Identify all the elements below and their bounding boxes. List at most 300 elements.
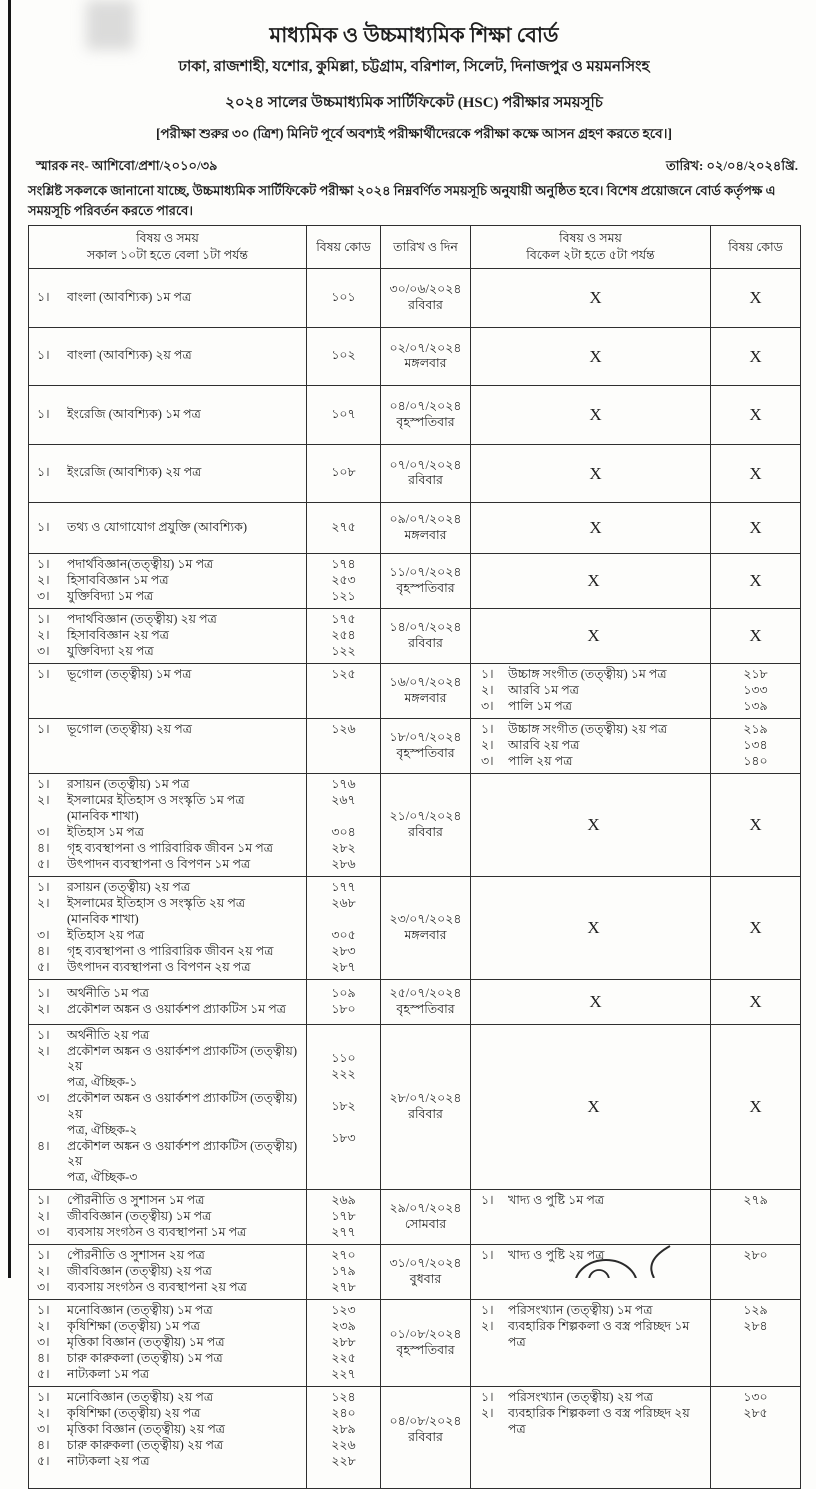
table-row: [29, 608, 801, 663]
serial-number: ২।: [37, 1264, 50, 1278]
date-line: রবিবার: [408, 297, 443, 312]
morning-subjects-cell: [29, 1024, 307, 1190]
morning-subjects-cell: [29, 327, 307, 386]
date-line: রবিবার: [408, 824, 443, 839]
serial-number: ৪।: [37, 1438, 50, 1452]
morning-codes-cell: [307, 269, 381, 328]
date-day-cell: [381, 444, 471, 503]
serial-number: ১।: [37, 721, 50, 736]
afternoon-subjects-cell: [471, 1190, 711, 1245]
serial-number: ৩।: [37, 927, 50, 942]
no-exam-x-mark: X: [711, 269, 801, 328]
subject-name: তথ্য ও যোগাযোগ প্রযুক্তি (আবশ্যিক): [67, 519, 248, 534]
date-line: মঙ্গলবার: [404, 527, 447, 542]
serial-number: ১।: [37, 289, 50, 304]
table-row: [29, 553, 801, 608]
subject-name: পত্র, ঐচ্ছিক-২: [67, 1122, 138, 1137]
subject-code: ১৭৮: [331, 1209, 356, 1223]
afternoon-codes-cell: [711, 1300, 801, 1387]
subject-name: চারু কারুকলা (তত্ত্বীয়) ১ম পত্র: [67, 1351, 223, 1365]
subject-name: ইতিহাস ১ম পত্র: [67, 824, 144, 839]
serial-number: ২।: [37, 572, 50, 587]
table-row: [29, 1190, 801, 1245]
morning-subjects-cell: [29, 1245, 307, 1300]
morning-subjects-cell: [29, 663, 307, 718]
subject-name: ব্যবহারিক শিল্পকলা ও বস্ত্র পরিচ্ছদ ১ম পত্র: [508, 1319, 690, 1349]
date-line: বৃহস্পতিবার: [396, 1001, 455, 1016]
serial-number: ৩।: [37, 1280, 50, 1294]
subject-code: ১৮৩: [331, 1130, 356, 1145]
table-row: [29, 979, 801, 1024]
serial-number: ১।: [37, 1248, 50, 1262]
date-line: ২১/০৭/২০২৪: [389, 808, 462, 823]
morning-codes-cell: [307, 1387, 381, 1489]
serial-number: ২।: [37, 895, 50, 910]
subject-code: ১৮২: [331, 1098, 356, 1113]
subject-code: ১৭৯: [331, 1264, 356, 1278]
morning-subjects-cell: [29, 503, 307, 554]
serial-number: ৩।: [37, 1091, 50, 1105]
serial-number: ১।: [37, 1390, 50, 1404]
subject-code: ১২৩: [331, 1303, 356, 1317]
subject-code: ১০১: [331, 289, 356, 304]
date-line: রবিবার: [408, 635, 443, 650]
serial-number: ১।: [481, 1193, 494, 1207]
subject-code: ২৬৮: [331, 895, 356, 910]
serial-number: ৩।: [481, 753, 494, 768]
subject-code: ২৭৮: [331, 1280, 356, 1294]
serial-number: ১।: [37, 666, 50, 681]
subject-name: জীববিজ্ঞান (তত্ত্বীয়) ২য় পত্র: [67, 1264, 212, 1278]
subject-code: ১০৮: [331, 465, 356, 480]
table-body: [29, 269, 801, 1489]
subject-name: কৃষিশিক্ষা (তত্ত্বীয়) ২য় পত্র: [67, 1406, 201, 1420]
subject-name: খাদ্য ও পুষ্টি ২য় পত্র: [508, 1248, 605, 1262]
date-line: ২৫/০৭/২০২৪: [389, 985, 462, 1000]
memo-date-row: [28, 157, 800, 178]
morning-subjects-cell: [29, 269, 307, 328]
subject-code: ২১৮: [743, 666, 768, 681]
subject-name: ইসলামের ইতিহাস ও সংস্কৃতি ১ম পত্র: [67, 792, 245, 807]
subject-name: হিসাববিজ্ঞান ১ম পত্র: [67, 572, 169, 587]
date-day-cell: [381, 386, 471, 445]
subject-code: ১৮০: [331, 1001, 356, 1016]
subject-name: নাট্যকলা ২য় পত্র: [67, 1454, 150, 1468]
date-line: মঙ্গলবার: [404, 356, 447, 371]
date-line: ৩১/০৭/২০২৪: [389, 1256, 462, 1271]
afternoon-codes-cell: [711, 1245, 801, 1300]
subject-name: পৌরনীতি ও সুশাসন ১ম পত্র: [67, 1193, 205, 1207]
date-day-cell: [381, 1300, 471, 1387]
no-exam-x-mark: X: [711, 773, 801, 876]
subject-code: ২৮৩: [331, 943, 356, 958]
subject-code: ১৪০: [743, 753, 768, 768]
serial-number: ৩।: [37, 1225, 50, 1239]
subject-name: মৃত্তিকা বিজ্ঞান (তত্ত্বীয়) ১ম পত্র: [67, 1335, 225, 1349]
date-line: ১৬/০৭/২০২৪: [389, 674, 462, 689]
serial-number: ১।: [37, 406, 50, 421]
serial-number: ৫।: [37, 856, 50, 871]
subject-code: ১৩০: [743, 1390, 768, 1404]
subject-name: ইংরেজি (আবশ্যিক) ১ম পত্র: [67, 406, 201, 421]
subject-code: ১২১: [331, 588, 356, 603]
subject-code: ৩০৪: [331, 824, 356, 839]
subject-code: ১৭৫: [331, 611, 356, 626]
header-afternoon-subject: [471, 226, 711, 269]
afternoon-codes-cell: [711, 1190, 801, 1245]
morning-subjects-cell: [29, 1190, 307, 1245]
serial-number: ৩।: [481, 698, 494, 713]
no-exam-x-mark: X: [711, 1024, 801, 1190]
morning-subjects-cell: [29, 1300, 307, 1387]
subject-code: ১৭৬: [331, 776, 356, 791]
subject-code: ১২৬: [331, 721, 356, 736]
subject-name: কৃষিশিক্ষা (তত্ত্বীয়) ১ম পত্র: [67, 1319, 200, 1333]
subject-code: ২৮৪: [743, 1319, 768, 1333]
serial-number: ১।: [481, 1390, 494, 1404]
date-line: ১৮/০৭/২০২৪: [389, 729, 462, 744]
serial-number: ৩।: [37, 1335, 50, 1349]
serial-number: ১।: [37, 465, 50, 480]
subject-name: (মানবিক শাখা): [67, 808, 139, 823]
morning-codes-cell: [307, 876, 381, 979]
morning-subjects-cell: [29, 386, 307, 445]
scan-edge-artifact: [8, 0, 11, 1278]
serial-number: ১।: [37, 1303, 50, 1317]
subject-name: প্রকৌশল অঙ্কন ও ওয়ার্কশপ প্র্যাকটিস (তত্ত্বীয়) ২য়: [67, 1138, 298, 1169]
no-exam-x-mark: X: [471, 876, 711, 979]
subject-code: ১১০: [331, 1050, 356, 1065]
subject-name: রসায়ন (তত্ত্বীয়) ২য় পত্র: [67, 879, 191, 894]
subject-name: রসায়ন (তত্ত্বীয়) ১ম পত্র: [67, 776, 190, 791]
date-line: ১৪/০৭/২০২৪: [389, 619, 462, 634]
serial-number: ১।: [37, 519, 50, 534]
subject-code: ১২৫: [331, 666, 356, 681]
header-afternoon-line1: বিষয় ও সময়: [559, 231, 622, 246]
table-row: [29, 269, 801, 328]
subject-code: ১২২: [331, 643, 356, 658]
subject-name: উৎপাদন ব্যবস্থাপনা ও বিপণন ২য় পত্র: [67, 959, 251, 974]
date-day-cell: [381, 503, 471, 554]
morning-subjects-cell: [29, 608, 307, 663]
subject-name: পদার্থবিজ্ঞান (তত্ত্বীয়) ২য় পত্র: [67, 611, 217, 626]
serial-number: ২।: [481, 1319, 494, 1333]
date-day-cell: [381, 773, 471, 876]
subject-name: প্রকৌশল অঙ্কন ও ওয়ার্কশপ প্র্যাকটিস ১ম পত্র: [67, 1001, 286, 1016]
subject-name: গৃহ ব্যবস্থাপনা ও পারিবারিক জীবন ২য় পত্র: [67, 943, 274, 958]
date-line: রবিবার: [408, 1430, 443, 1444]
morning-subjects-cell: [29, 444, 307, 503]
subject-code: [307, 1115, 380, 1131]
exam-schedule-table: [28, 225, 801, 1489]
morning-codes-cell: [307, 979, 381, 1024]
serial-number: ১।: [37, 879, 50, 894]
serial-number: ৪।: [37, 840, 50, 855]
subject-code: ২৮৮: [331, 1335, 356, 1349]
subject-name: পালি ১ম পত্র: [508, 698, 572, 713]
date-line: রবিবার: [408, 1106, 443, 1121]
subject-code: ২২৮: [331, 1454, 356, 1468]
morning-subjects-cell: [29, 773, 307, 876]
subject-code: ২৬৭: [331, 792, 356, 807]
no-exam-x-mark: X: [711, 553, 801, 608]
date-day-cell: [381, 718, 471, 773]
date-line: ০৭/০৭/২০২৪: [389, 457, 462, 472]
no-exam-x-mark: X: [711, 876, 801, 979]
subject-code: ২৩৯: [331, 1319, 356, 1333]
no-exam-x-mark: X: [471, 503, 711, 554]
subject-code: ১০৭: [331, 406, 356, 421]
issue-date: তারিখ: ০২/০৪/২০২৪খ্রি.: [666, 158, 798, 174]
no-exam-x-mark: X: [471, 553, 711, 608]
date-line: ০৪/০৮/২০২৪: [389, 1414, 462, 1429]
date-line: বৃহস্পতিবার: [396, 1343, 455, 1357]
afternoon-codes-cell: [711, 718, 801, 773]
date-line: ০২/০৭/২০২৪: [389, 340, 462, 355]
serial-number: ৩।: [37, 588, 50, 603]
no-exam-x-mark: X: [471, 1024, 711, 1190]
afternoon-subjects-cell: [471, 718, 711, 773]
header-morning-line2: সকাল ১০টা হতে বেলা ১টা পর্যন্ত: [86, 248, 249, 263]
subject-name: আরবি ১ম পত্র: [508, 682, 579, 697]
serial-number: ৩।: [37, 643, 50, 658]
subject-code: ২৪০: [331, 1406, 356, 1420]
morning-codes-cell: [307, 386, 381, 445]
subject-code: ১০২: [331, 348, 356, 363]
date-line: ৩০/০৬/২০২৪: [389, 282, 462, 296]
date-day-cell: [381, 979, 471, 1024]
afternoon-subjects-cell: [471, 1387, 711, 1489]
no-exam-x-mark: X: [471, 444, 711, 503]
serial-number: ৪।: [37, 1138, 50, 1153]
date-day-cell: [381, 1190, 471, 1245]
header-afternoon-code: বিষয় কোড: [711, 226, 801, 269]
date-line: ০৪/০৭/২০২৪: [389, 399, 462, 413]
morning-codes-cell: [307, 503, 381, 554]
subject-code: ২৮৬: [331, 856, 356, 871]
date-line: বৃহস্পতিবার: [396, 745, 455, 760]
subject-name: যুক্তিবিদ্যা ২য় পত্র: [67, 643, 154, 658]
subject-name: উচ্চাঙ্গ সংগীত (তত্ত্বীয়) ১ম পত্র: [508, 666, 667, 681]
date-line: মঙ্গলবার: [404, 927, 447, 942]
morning-subjects-cell: [29, 553, 307, 608]
subject-name: বাংলা (আবশ্যিক) ১ম পত্র: [67, 289, 192, 304]
subject-name: মনোবিজ্ঞান (তত্ত্বীয়) ১ম পত্র: [67, 1303, 213, 1317]
date-day-cell: [381, 663, 471, 718]
signature-mark: [560, 1238, 690, 1278]
serial-number: ২।: [481, 682, 494, 697]
table-row: [29, 1300, 801, 1387]
header-morning-line1: বিষয় ও সময়: [136, 231, 199, 246]
date-line: বুধবার: [409, 1272, 442, 1286]
morning-codes-cell: [307, 1190, 381, 1245]
subject-code: ২১৯: [743, 721, 768, 736]
no-exam-x-mark: X: [471, 773, 711, 876]
subject-code: ২২৭: [331, 1367, 356, 1381]
no-exam-x-mark: X: [711, 327, 801, 386]
serial-number: ৪।: [37, 1351, 50, 1365]
subject-name: ভূগোল (তত্ত্বীয়) ১ম পত্র: [67, 666, 192, 681]
subject-code: ১৭৪: [331, 556, 356, 571]
morning-codes-cell: [307, 1300, 381, 1387]
serial-number: ৫।: [37, 1454, 50, 1468]
subject-code: ১৩৪: [743, 737, 768, 752]
date-day-cell: [381, 1024, 471, 1190]
serial-number: ১।: [481, 666, 494, 681]
table-row: [29, 663, 801, 718]
subject-name: ভূগোল (তত্ত্বীয়) ২য় পত্র: [67, 721, 192, 736]
date-day-cell: [381, 876, 471, 979]
serial-number: ১।: [37, 1193, 50, 1207]
subject-code: [307, 912, 380, 928]
subject-code: [307, 1083, 380, 1099]
subject-name: অর্থনীতি ২য় পত্র: [67, 1027, 150, 1042]
date-day-cell: [381, 553, 471, 608]
subject-name: ইতিহাস ২য় পত্র: [67, 927, 145, 942]
subject-code: ১২৯: [743, 1303, 768, 1317]
subject-code: ২৮৫: [743, 1406, 768, 1420]
morning-codes-cell: [307, 327, 381, 386]
table-row: [29, 773, 801, 876]
header-row: [29, 226, 801, 269]
subject-name: ব্যবহারিক শিল্পকলা ও বস্ত্র পরিচ্ছদ ২য় পত্র: [508, 1406, 690, 1436]
date-day-cell: [381, 608, 471, 663]
serial-number: ৫।: [37, 959, 50, 974]
date-line: ১১/০৭/২০২৪: [389, 564, 462, 579]
subject-code: ২৮০: [743, 1248, 768, 1262]
afternoon-codes-cell: [711, 1387, 801, 1489]
subject-code: ১৭৭: [331, 879, 356, 894]
serial-number: ৫।: [37, 1367, 50, 1381]
subject-code: ২২২: [331, 1066, 356, 1081]
table-row: [29, 1387, 801, 1489]
subject-code: ২৭৯: [743, 1193, 768, 1207]
no-exam-x-mark: X: [711, 979, 801, 1024]
morning-codes-cell: [307, 663, 381, 718]
serial-number: ২।: [37, 1209, 50, 1223]
org-name: মাধ্যমিক ও উচ্চমাধ্যমিক শিক্ষা বোর্ড: [269, 23, 559, 47]
serial-number: ১।: [481, 1248, 494, 1262]
subject-name: পৌরনীতি ও সুশাসন ২য় পত্র: [67, 1248, 205, 1262]
serial-number: ২।: [37, 627, 50, 642]
subject-name: ইসলামের ইতিহাস ও সংস্কৃতি ২য় পত্র: [67, 895, 246, 910]
table-row: [29, 876, 801, 979]
no-exam-x-mark: X: [471, 269, 711, 328]
subject-code: ২২৬: [331, 1438, 356, 1452]
date-day-cell: [381, 327, 471, 386]
morning-codes-cell: [307, 1245, 381, 1300]
table-row: [29, 718, 801, 773]
header-afternoon-line2: বিকেল ২টা হতে ৫টা পর্যন্ত: [526, 248, 655, 263]
morning-subjects-cell: [29, 979, 307, 1024]
date-day-cell: [381, 1387, 471, 1489]
no-exam-x-mark: X: [471, 608, 711, 663]
morning-codes-cell: [307, 773, 381, 876]
subject-name: পত্র, ঐচ্ছিক-৩: [67, 1170, 138, 1184]
subject-name: চারু কারুকলা (তত্ত্বীয়) ২য় পত্র: [67, 1438, 224, 1452]
serial-number: ১।: [481, 1303, 494, 1317]
serial-number: ১।: [37, 611, 50, 626]
serial-number: ১।: [37, 985, 50, 1000]
no-exam-x-mark: X: [711, 386, 801, 445]
subject-code: [307, 1147, 380, 1163]
page-title: ২০২৪ সালের উচ্চমাধ্যমিক সার্টিফিকেট (HSC) পরীক্ষার সময়সূচি: [225, 95, 603, 112]
morning-subjects-cell: [29, 718, 307, 773]
memo-number: স্মারক নং- আশিবো/প্রশা/২০১০/৩৯: [36, 158, 218, 174]
subject-code: ২৮৯: [331, 1422, 356, 1436]
header-date-day: তারিখ ও দিন: [381, 226, 471, 269]
morning-subjects-cell: [29, 1387, 307, 1489]
subject-name: মনোবিজ্ঞান (তত্ত্বীয়) ২য় পত্র: [67, 1390, 214, 1404]
no-exam-x-mark: X: [711, 503, 801, 554]
date-line: ০৯/০৭/২০২৪: [389, 512, 462, 526]
serial-number: ২।: [37, 792, 50, 807]
date-line: ২৩/০৭/২০২৪: [389, 911, 462, 926]
subject-name: হিসাববিজ্ঞান ২য় পত্র: [67, 627, 169, 642]
serial-number: ২।: [37, 1001, 50, 1016]
subject-code: ১২৪: [331, 1390, 356, 1404]
date-line: বৃহস্পতিবার: [396, 580, 455, 595]
subject-name: উচ্চাঙ্গ সংগীত (তত্ত্বীয়) ২য় পত্র: [508, 721, 668, 736]
subject-name: প্রকৌশল অঙ্কন ও ওয়ার্কশপ প্র্যাকটিস (তত্ত্বীয়) ২য়: [67, 1043, 298, 1074]
serial-number: ২।: [37, 1319, 50, 1333]
subject-name: খাদ্য ও পুষ্টি ১ম পত্র: [508, 1193, 605, 1207]
morning-codes-cell: [307, 608, 381, 663]
morning-codes-cell: [307, 1024, 381, 1190]
serial-number: ১।: [37, 1027, 50, 1042]
subject-code: [307, 809, 380, 825]
table-row: [29, 444, 801, 503]
subject-code: ২৮২: [331, 840, 356, 855]
table-row: [29, 327, 801, 386]
date-line: মঙ্গলবার: [404, 690, 447, 705]
subject-name: প্রকৌশল অঙ্কন ও ওয়ার্কশপ প্র্যাকটিস (তত্ত্বীয়) ২য়: [67, 1091, 298, 1121]
subject-name: পরিসংখ্যান (তত্ত্বীয়) ১ম পত্র: [508, 1303, 653, 1317]
document-header: [28, 0, 800, 220]
date-line: রবিবার: [408, 473, 443, 488]
serial-number: ১।: [37, 556, 50, 571]
subject-code: ২৭৫: [331, 519, 356, 534]
subject-name: পত্র, ঐচ্ছিক-১: [67, 1075, 138, 1089]
table-header: [29, 226, 801, 269]
subject-code: ২৫৩: [331, 572, 356, 587]
no-exam-x-mark: X: [471, 979, 711, 1024]
serial-number: ২।: [481, 737, 494, 752]
notice-paragraph: সংশ্লিষ্ট সকলকে জানানো যাচ্ছে, উচ্চমাধ্যমিক সার্টিফিকেট পরীক্ষা ২০২৪ নিম্নবর্ণিত সময়সূচি অনুযায়ী অনুষ্ঠিত হবে। বিশেষ প্রয়োজনে বোর্ড কর্তৃপক্ষ এ সময়সূচি পরিবর্তন করতে পারবে।: [28, 183, 776, 218]
subject-name: পরিসংখ্যান (তত্ত্বীয়) ২য় পত্র: [508, 1390, 653, 1404]
subject-name: আরবি ২য় পত্র: [508, 737, 580, 752]
subject-code: ২৫৪: [331, 627, 356, 642]
subject-name: নাট্যকলা ১ম পত্র: [67, 1367, 150, 1381]
afternoon-subjects-cell: [471, 663, 711, 718]
serial-number: ২।: [37, 1406, 50, 1420]
morning-subjects-cell: [29, 876, 307, 979]
subject-code: ২৮৭: [331, 959, 356, 974]
subject-name: উৎপাদন ব্যবস্থাপনা ও বিপণন ১ম পত্র: [67, 856, 251, 871]
serial-number: ৪।: [37, 943, 50, 958]
serial-number: ১।: [37, 776, 50, 791]
table-row: [29, 1024, 801, 1190]
subject-name: গৃহ ব্যবস্থাপনা ও পারিবারিক জীবন ১ম পত্র: [67, 840, 273, 855]
subject-name: জীববিজ্ঞান (তত্ত্বীয়) ১ম পত্র: [67, 1209, 212, 1223]
header-morning-code: বিষয় কোড: [307, 226, 381, 269]
date-line: ০১/০৮/২০২৪: [389, 1327, 462, 1342]
subject-name: ইংরেজি (আবশ্যিক) ২য় পত্র: [67, 465, 202, 480]
serial-number: ৩।: [37, 1422, 50, 1436]
afternoon-codes-cell: [711, 663, 801, 718]
serial-number: ৩।: [37, 824, 50, 839]
subject-name: ব্যবসায় সংগঠন ও ব্যবস্থাপনা ২য় পত্র: [67, 1280, 247, 1294]
